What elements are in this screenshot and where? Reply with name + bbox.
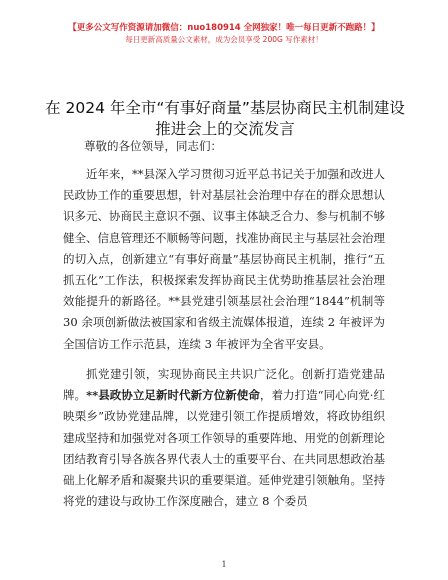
promo-banner-line2: 每日更新高质量公文素材，成为会员享受 200G 写作素材！ (125, 35, 323, 44)
paragraph-2-body-rest: ，着力打造“同心向党·红映栗乡”政协党建品牌，以党建引领工作提质增效，将政协组织建成坚持和加强党对各项工作领导的重要阵地、用党的创新理论团结教育引导各族各界代表人士的重要平台、在共同思想政治基础上化解矛盾和凝聚共识的重要渠道。延伸党建引领触角。坚持将党的建设与政协工作深度融合，建立 8 个委员 (63, 388, 385, 509)
promo-banner (0, 22, 448, 45)
promo-banner-line1: 【更多公文写作资源请加微信：nuo180914 全网独家！唯一每日更新不跑路！】 (68, 23, 380, 33)
page-number: 1 (221, 560, 227, 569)
paragraph-2-lead: 抓党建引领，实现协商民主共识广泛化。创新打造党建品牌。 (63, 367, 385, 403)
salutation: 尊敬的各位领导，同志们： (84, 139, 222, 153)
paragraph-2-body: **县政协立足新时代新方位新使命 (86, 388, 260, 403)
document-title: 在 2024 年全市“有事好商量”基层协商民主机制建设推进会上的交流发言 (45, 99, 405, 139)
body-paragraph-2 (63, 364, 385, 512)
body-paragraph-1: 近年来，**县深入学习贯彻习近平总书记关于加强和改进人民政协工作的重要思想，针对基层社会治理中存在的群众思想认识多元、协商民主意识不强、议事主体缺乏合力、参与机制不够健全、信息管理还不顺畅等问题，找准协商民主与基层社会治理的切入点，创新建立“有事好商量”基层协商民主机制，推行“五抓五化”工作法，积极探索发挥协商民主优势助推基层社会治理效能提升的新路径。**县党建引领基层社会治理“1844”机制等 30 余项创新做法被国家和省级主流媒体报道，连续 2 年被评为全国信访工作示范县，连续 3 年被评为全省平安县。 (63, 167, 385, 351)
